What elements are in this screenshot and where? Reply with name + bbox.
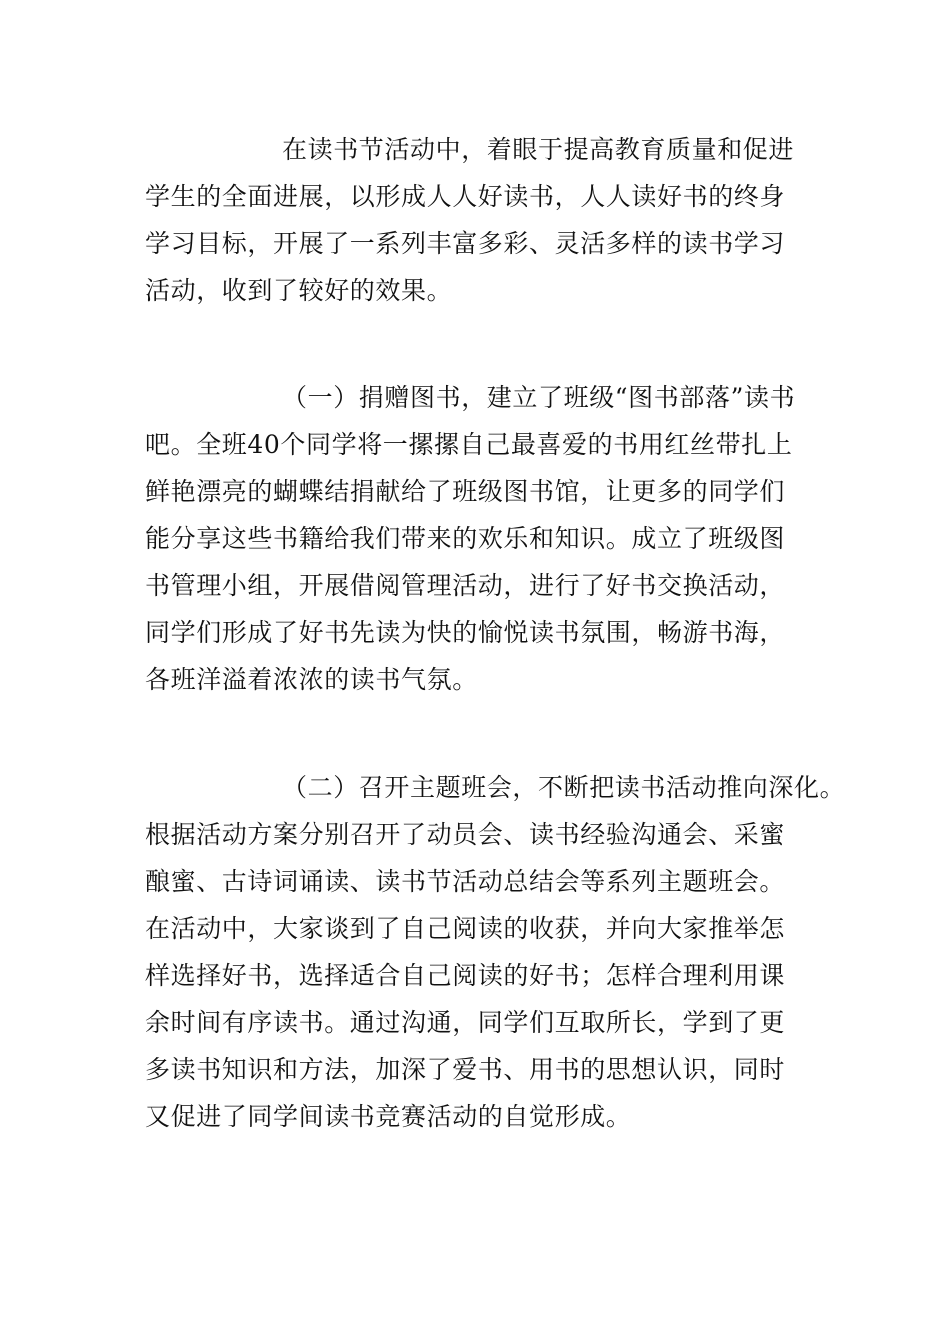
- paragraph-line: 能分享这些书籍给我们带来的欢乐和知识。成立了班级图: [145, 524, 786, 553]
- paragraph-book-donation: [145, 374, 815, 703]
- paragraph-line: 又促进了同学间读书竞赛活动的自觉形成。: [145, 1102, 632, 1131]
- paragraph-line: 活动，收到了较好的效果。: [145, 276, 453, 305]
- paragraph-intro: [145, 126, 815, 314]
- paragraph-line: 在读书节活动中，着眼于提高教育质量和促进: [282, 135, 795, 164]
- paragraph-line: 根据活动方案分别召开了动员会、读书经验沟通会、采蜜: [145, 820, 786, 849]
- paragraph-line: 样选择好书，选择适合自己阅读的好书；怎样合理利用课: [145, 961, 786, 990]
- paragraph-line: 余时间有序读书。通过沟通，同学们互取所长，学到了更: [145, 1008, 786, 1037]
- paragraph-line: 学生的全面进展，以形成人人好读书，人人读好书的终身: [145, 182, 786, 211]
- paragraph-line: 书管理小组，开展借阅管理活动，进行了好书交换活动，: [145, 571, 786, 600]
- paragraph-line: 酿蜜、古诗词诵读、读书节活动总结会等系列主题班会。: [145, 867, 786, 896]
- paragraph-line: 学习目标，开展了一系列丰富多彩、灵活多样的读书学习: [145, 229, 786, 258]
- paragraph-line: （二）召开主题班会，不断把读书活动推向深化。: [282, 773, 846, 802]
- paragraph-line: 各班洋溢着浓浓的读书气氛。: [145, 665, 478, 694]
- paragraph-line: 同学们形成了好书先读为快的愉悦读书氛围，畅游书海，: [145, 618, 786, 647]
- paragraph-line: 多读书知识和方法，加深了爱书、用书的思想认识，同时: [145, 1055, 786, 1084]
- paragraph-line: （一）捐赠图书，建立了班级“图书部落”读书: [282, 383, 796, 412]
- paragraph-class-meeting: [145, 764, 846, 1140]
- paragraph-line: 鲜艳漂亮的蝴蝶结捐献给了班级图书馆，让更多的同学们: [145, 477, 786, 506]
- paragraph-line: 在活动中，大家谈到了自己阅读的收获，并向大家推举怎: [145, 914, 786, 943]
- paragraph-line: 吧。全班40个同学将一摞摞自己最喜爱的书用红丝带扎上: [145, 430, 793, 459]
